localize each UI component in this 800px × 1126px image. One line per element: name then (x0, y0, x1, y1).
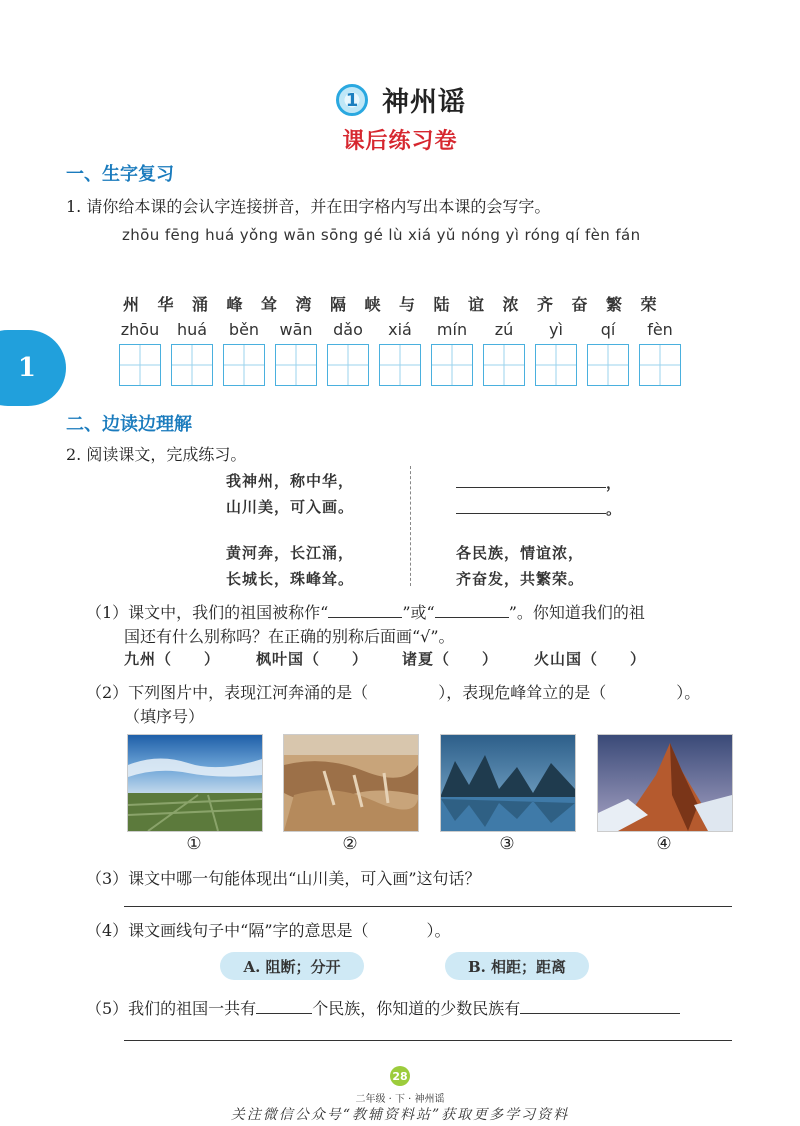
subquestion-4 (86, 918, 451, 941)
sq1-option-3[interactable]: 诸夏（ ） (402, 650, 499, 668)
photo-3-art (441, 735, 575, 831)
grid-pinyin-label: mín (436, 320, 468, 339)
sq1-text-c: ”。你知道我们的祖 (508, 603, 645, 622)
poem-blank-2[interactable] (456, 496, 606, 514)
sq1-blank-2[interactable] (435, 617, 509, 618)
sq1-blank-1[interactable] (328, 617, 402, 618)
subquestion-3: （3）课文中哪一句能体现出“山川美，可入画”这句话？ (86, 869, 481, 888)
sq2-text-c: ）。 (676, 683, 701, 702)
photo-1-plain-sky (127, 734, 263, 832)
tian-grid-box[interactable] (379, 344, 421, 386)
grid-pinyin-label: zú (494, 320, 514, 339)
photo-2-art (284, 735, 418, 831)
recognition-character[interactable]: 涌 (191, 295, 208, 314)
grid-pinyin-label: yì (549, 320, 563, 339)
poem-line-6: 齐奋发，共繁荣。 (456, 570, 585, 588)
photo-4-mountain-peak (597, 734, 733, 832)
side-tab-number: 1 (17, 353, 36, 383)
sq5-answer-line[interactable] (124, 1040, 732, 1041)
sq5-blank-2[interactable] (520, 1013, 680, 1014)
subquestion-5 (86, 996, 680, 1019)
photo-4-art (598, 735, 732, 831)
photo-label-1: ① (186, 834, 202, 854)
poem-line-4: 长城长，珠峰耸。 (226, 570, 355, 588)
tian-grid-box[interactable] (639, 344, 681, 386)
sq5-text-b: 个民族，你知道的少数民族有 (312, 999, 521, 1018)
sq5-blank-1[interactable] (256, 1013, 312, 1014)
tian-grid-box[interactable] (119, 344, 161, 386)
footer-watermark-note: 关注微信公众号“教辅资料站”获取更多学习资料 (230, 1107, 570, 1123)
photo-label-2: ② (342, 834, 358, 854)
photo-label-4: ④ (656, 834, 672, 854)
tian-grid-box[interactable] (275, 344, 317, 386)
poem-line-3: 黄河奔，长江涌， (226, 544, 355, 562)
tian-grid-box[interactable] (535, 344, 577, 386)
recognition-character[interactable]: 湾 (295, 295, 312, 314)
sq1-option-2[interactable]: 枫叶国（ ） (256, 650, 369, 668)
question-2-prompt: 2. 阅读课文，完成练习。 (66, 445, 247, 464)
recognition-character[interactable]: 与 (398, 295, 415, 314)
page-number-badge: 28 (390, 1066, 410, 1086)
poem-line-5: 各民族，情谊浓， (456, 544, 585, 562)
question-1-prompt: 1. 请你给本课的会认字连接拼音，并在田字格内写出本课的会写字。 (66, 197, 551, 216)
subquestion-2-line-2: （填序号） (124, 707, 205, 726)
footer-grade-line: 二年级 · 下 · 神州谣 (355, 1094, 445, 1105)
tian-grid-box[interactable] (171, 344, 213, 386)
grid-pinyin-label: qí (600, 320, 616, 339)
photo-3-river-mountains (440, 734, 576, 832)
tian-grid-box[interactable] (327, 344, 369, 386)
recognition-character[interactable]: 浓 (502, 295, 519, 314)
photo-label-3: ③ (499, 834, 515, 854)
grid-pinyin-label: fèn (647, 320, 673, 339)
lesson-title: 神州谣 (382, 87, 466, 118)
poem-line-2: 山川美，可入画。 (226, 498, 355, 516)
grid-pinyin-label: zhōu (120, 320, 160, 339)
tian-grid-box[interactable] (223, 344, 265, 386)
sq2-text-a: （2）下列图片中，表现江河奔涌的是（ (86, 683, 369, 702)
recognition-character[interactable]: 齐 (536, 295, 553, 314)
subquestion-1-line-1 (86, 600, 645, 623)
grid-pinyin-label: wān (279, 320, 313, 339)
section-title-reading: 二、边读边理解 (66, 414, 192, 435)
poem-blank-1[interactable] (456, 470, 606, 488)
tian-grid-box[interactable] (483, 344, 525, 386)
poem-blank-1-punct: ， (606, 474, 623, 492)
grid-pinyin-label: běn (228, 320, 260, 339)
section-title-character-review: 一、生字复习 (66, 164, 174, 185)
grid-pinyin-label: dǎo (333, 320, 363, 339)
poem-blank-2-punct: 。 (606, 500, 623, 518)
pinyin-row: zhōu fēng huá yǒng wān sōng gé lù xiá yǔ nóng yì róng qí fèn fán (122, 226, 641, 244)
recognition-character[interactable]: 隔 (329, 295, 346, 314)
sq4-text-a: （4）课文画线句子中“隔”字的意思是（ (86, 921, 369, 940)
sq3-answer-line[interactable] (124, 906, 732, 907)
recognition-character[interactable]: 荣 (640, 295, 657, 314)
tian-grid-box[interactable] (431, 344, 473, 386)
lesson-number-badge: 1 (336, 84, 368, 116)
photo-1-art (128, 735, 262, 831)
sq4-option-b[interactable]: B. 相距；距离 (445, 952, 589, 980)
worksheet-subtitle: 课后练习卷 (342, 128, 458, 154)
grid-pinyin-label: huá (176, 320, 208, 339)
recognition-character[interactable]: 奋 (571, 295, 588, 314)
recognition-character[interactable]: 陆 (433, 295, 450, 314)
recognition-character[interactable]: 繁 (605, 295, 622, 314)
recognition-character[interactable]: 谊 (467, 295, 484, 314)
sq1-option-1[interactable]: 九州（ ） (124, 650, 221, 668)
photo-2-waterfall (283, 734, 419, 832)
sq4-text-b: ）。 (426, 921, 451, 940)
recognition-character[interactable]: 耸 (260, 295, 277, 314)
sq5-text-a: （5）我们的祖国一共有 (86, 999, 257, 1018)
recognition-character[interactable]: 州 (122, 295, 139, 314)
recognition-character[interactable]: 峡 (364, 295, 381, 314)
tian-grid-box[interactable] (587, 344, 629, 386)
sq2-text-b: ），表现危峰耸立的是（ (438, 683, 607, 702)
poem-line-1: 我神州，称中华， (226, 472, 355, 490)
sq1-text-b: ”或“ (402, 603, 435, 622)
poem-divider (410, 466, 411, 586)
subquestion-1-line-2: 国还有什么别称吗？在正确的别称后面画“√”。 (124, 627, 455, 646)
subquestion-2-line-1 (86, 680, 700, 703)
recognition-character[interactable]: 华 (157, 295, 174, 314)
recognition-character[interactable]: 峰 (226, 295, 243, 314)
sq1-option-4[interactable]: 火山国（ ） (534, 650, 647, 668)
grid-pinyin-label: xiá (388, 320, 412, 339)
side-chapter-tab (0, 330, 66, 406)
sq4-option-a[interactable]: A. 阻断；分开 (220, 952, 364, 980)
sq1-text-a: （1）课文中，我们的祖国被称作“ (86, 603, 329, 622)
